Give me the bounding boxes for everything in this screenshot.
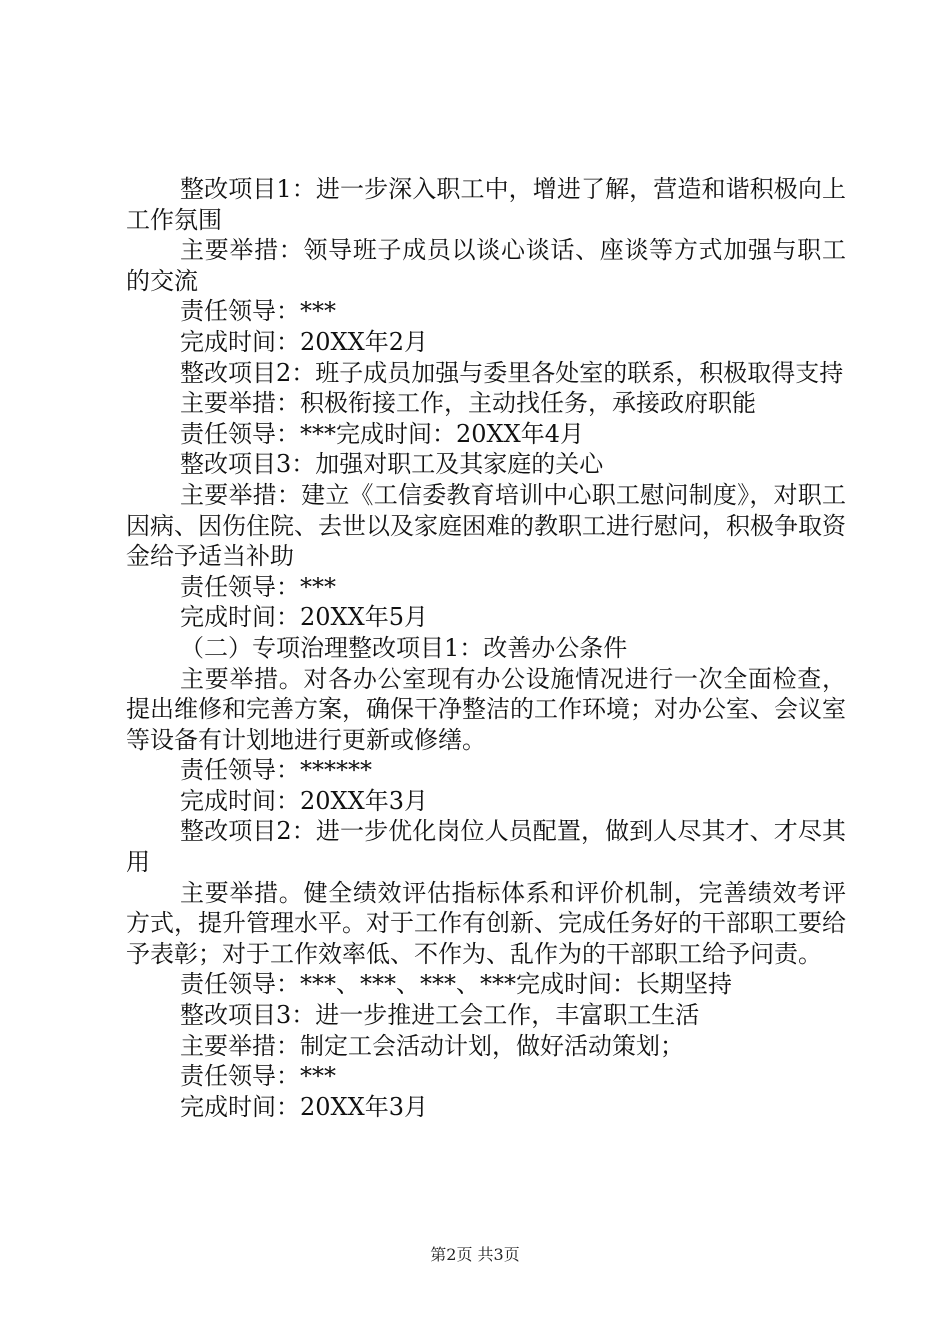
paragraph: 主要举措：建立《工信委教育培训中心职工慰问制度》，对职工因病、因伤住院、去世以及家庭困难的教职工进行慰问，积极争取资金给予适当补助 — [126, 480, 846, 571]
paragraph: 主要举措：积极衔接工作，主动找任务，承接政府职能 — [180, 389, 756, 418]
paragraph: 责任领导：***、***、***、***完成时间：长期坚持 — [180, 970, 732, 999]
paragraph: 完成时间：20XX年2月 — [180, 327, 428, 356]
paragraph: 整改项目2：进一步优化岗位人员配置，做到人尽其才、才尽其用 — [126, 817, 846, 877]
paragraph: 责任领导：*** — [180, 297, 336, 326]
paragraph: （二）专项治理整改项目1：改善办公条件 — [180, 633, 628, 662]
paragraph: 整改项目2：班子成员加强与委里各处室的联系，积极取得支持 — [180, 358, 844, 387]
paragraph: 整改项目1：进一步深入职工中，增进了解，营造和谐积极向上工作氛围 — [126, 175, 846, 234]
page-number-footer: 第2页 共3页 — [430, 1245, 520, 1264]
paragraph: 主要举措：制定工会活动计划，做好活动策划； — [180, 1031, 684, 1060]
paragraph: 完成时间：20XX年3月 — [180, 1092, 428, 1121]
paragraph: 责任领导：****** — [180, 756, 372, 785]
paragraph: 责任领导：***完成时间：20XX年4月 — [180, 419, 584, 448]
paragraph: 整改项目3：加强对职工及其家庭的关心 — [180, 450, 604, 479]
paragraph: 完成时间：20XX年5月 — [180, 603, 428, 632]
paragraph: 主要举措：领导班子成员以谈心谈话、座谈等方式加强与职工的交流 — [126, 236, 846, 295]
paragraph: 责任领导：*** — [180, 572, 336, 601]
paragraph: 完成时间：20XX年3月 — [180, 786, 428, 815]
document-body — [126, 174, 846, 1122]
paragraph: 主要举措。健全绩效评估指标体系和评价机制，完善绩效考评方式，提升管理水平。对于工作有创新、完成任务好的干部职工要给予表彰；对于工作效率低、不作为、乱作为的干部职工给予问责。 — [126, 878, 846, 968]
paragraph: 整改项目3：进一步推进工会工作，丰富职工生活 — [180, 1001, 700, 1030]
paragraph: 责任领导：*** — [180, 1062, 336, 1091]
paragraph: 主要举措。对各办公室现有办公设施情况进行一次全面检查，提出维修和完善方案，确保干净整洁的工作环境；对办公室、会议室等设备有计划地进行更新或修缮。 — [126, 664, 846, 754]
